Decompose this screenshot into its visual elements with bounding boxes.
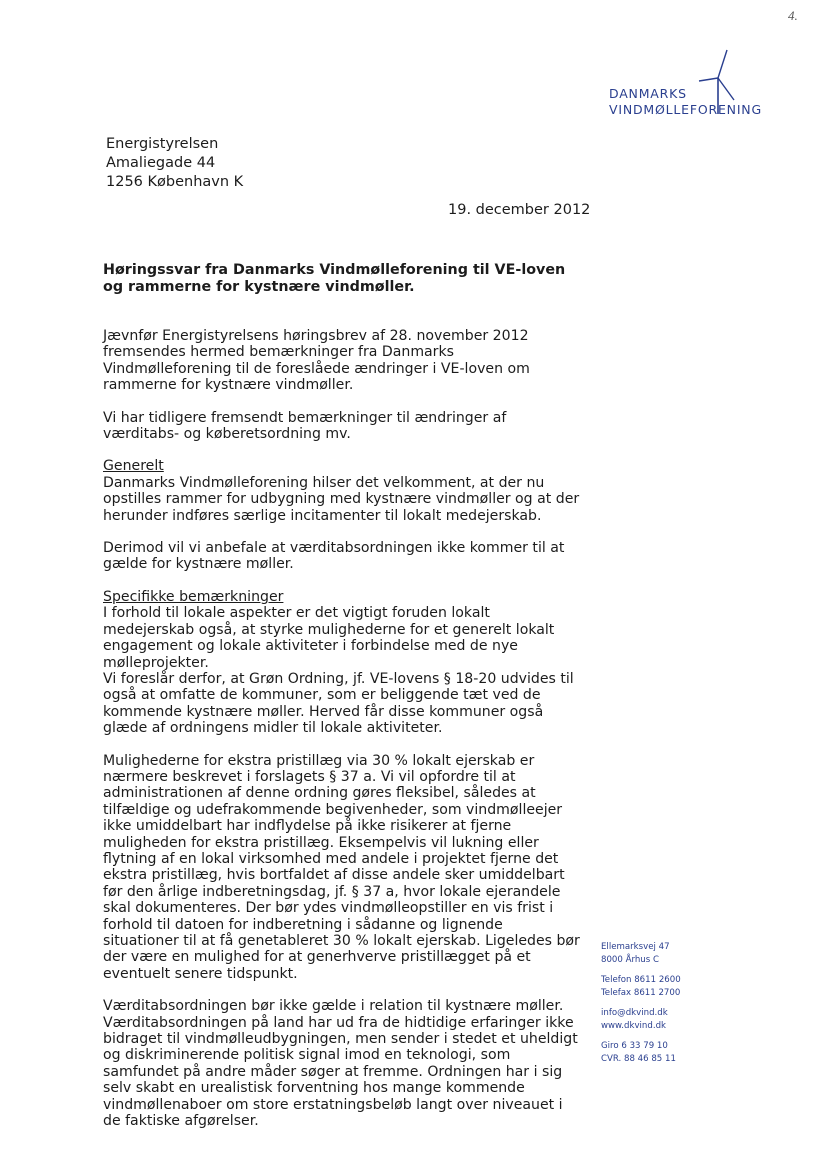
cvr-number: CVR. 88 46 85 11 — [601, 1054, 676, 1064]
fax-number: Telefax 8611 2700 — [601, 988, 681, 998]
general-heading: Generelt — [103, 458, 164, 475]
organization-logo — [600, 48, 770, 120]
registration-block — [601, 1040, 721, 1066]
phone-block — [601, 974, 721, 1000]
general-paragraph-2: Derimod vil vi anbefale at værditabsordningen ikke kommer til at gælde for kystnære møller. — [103, 540, 565, 573]
address-line-2: 8000 Århus C — [601, 955, 659, 965]
specific-paragraph-2: Mulighederne for ekstra pristillæg via 30 % lokalt ejerskab er nærmere beskrevet i forslagets § 37 a. Vi vil opfordre til at administrationen af denne ordning gøres fleksibel, således at tilfældige og udefrakommende begivenheder, som vindmølleejer ikke umiddelbart har indflydelse på ikke risikerer at fjerne muligheden for ekstra pristillæg. Eksempelvis vil lukning eller flytning af en lokal virksomhed med andele i projektet fjerne det ekstra pristillæg, hvis bortfaldet af disse andele sker umiddelbart før den årlige indberetningsdag, jf. § 37 a, hvor lokale ejerandele skal dokumenteres. Der bør ydes vindmølleopstiller en vis frist i forhold til datoen for indberetning i sådanne og lignende situationer til at få genetableret 30 % lokalt ejerskab. Ligeledes bør der være en mulighed for at generhverve pristillægget på et eventuelt senere tidspunkt. — [103, 752, 580, 982]
address-line-1: Ellemarksvej 47 — [601, 942, 670, 952]
phone-number: Telefon 8611 2600 — [601, 975, 681, 985]
letter-title: Høringssvar fra Danmarks Vindmølleforening til VE-loven og rammerne for kystnære vindmøller. — [103, 262, 566, 295]
general-paragraph-1: Danmarks Vindmølleforening hilser det velkomment, at der nu opstilles rammer for udbygning med kystnære vindmøller og at der herunder indføres særlige incitamenter til lokalt medejerskab. — [103, 474, 580, 524]
contact-sidebar — [601, 941, 721, 1073]
address-block — [601, 941, 721, 967]
giro-number: Giro 6 33 79 10 — [601, 1041, 668, 1051]
recipient-address — [106, 135, 243, 192]
recipient-street: Amaliegade 44 — [106, 155, 216, 171]
page-number-mark: 4. — [788, 8, 798, 23]
specific-heading: Specifikke bemærkninger — [103, 588, 284, 605]
web-block — [601, 1007, 721, 1033]
email-link[interactable]: info@dkvind.dk — [601, 1008, 668, 1018]
website-link[interactable]: www.dkvind.dk — [601, 1021, 666, 1031]
specific-paragraph-3: Værditabsordningen bør ikke gælde i relation til kystnære møller. Værditabsordningen på land har ud fra de hidtidige erfaringer ikke bidraget til vindmølleudbygningen, men sender i stedet et uheldigt og diskriminerende politisk signal imod en teknologi, som samfundet på andre måder søger at fremme. Ordningen har i sig selv skabt en urealistisk forventning hos mange kommende vindmøllenaboer om store erstatningsbeløb langt over niveauet i de faktiske afgørelser. — [103, 998, 578, 1130]
specific-section — [103, 589, 581, 1130]
letter-date: 19. december 2012 — [448, 202, 591, 218]
logo-line-2: VINDMØLLEFORENING — [609, 102, 762, 117]
specific-paragraph-1a: I forhold til lokale aspekter er det vigtigt foruden lokalt medejerskab også, at styrke mulighederne for et generelt lokalt engagement og lokale aktiviteter i forbindelse med de nye mølleprojekter. — [103, 605, 555, 671]
logo-line-1: DANMARKS — [609, 86, 687, 101]
general-section — [103, 458, 581, 572]
letter-body — [103, 262, 581, 1145]
recipient-city: 1256 København K — [106, 174, 244, 190]
logo-wordmark — [609, 86, 762, 118]
specific-paragraph-1b: Vi foreslår derfor, at Grøn Ordning, jf. VE-lovens § 18-20 udvides til også at omfatte de kommuner, som er beliggende tæt ved de kommende kystnære møller. Herved får disse kommuner også glæde af ordningens midler til lokale aktiviteter. — [103, 670, 574, 737]
recipient-name: Energistyrelsen — [106, 136, 219, 152]
previous-submission-paragraph: Vi har tidligere fremsendt bemærkninger til ændringer af værditabs- og køberetsordning mv. — [103, 409, 507, 443]
intro-paragraph: Jævnfør Energistyrelsens høringsbrev af 28. november 2012 fremsendes hermed bemærkninger fra Danmarks Vindmølleforening til de foreslåede ændringer i VE-loven om rammerne for kystnære vindmøller. — [103, 328, 530, 394]
